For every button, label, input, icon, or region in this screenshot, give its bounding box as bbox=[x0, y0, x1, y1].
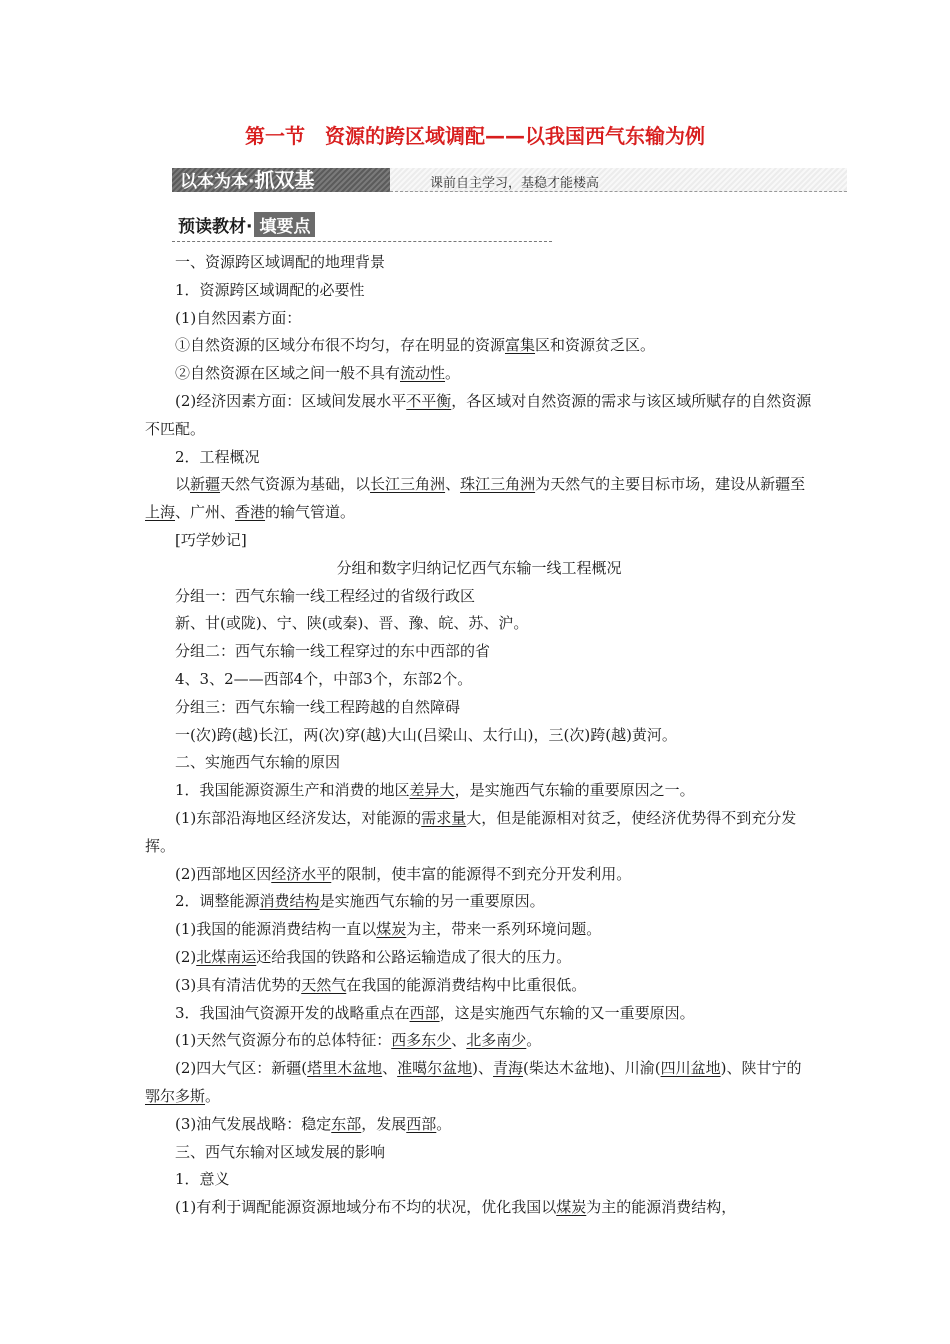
text-run: 还给我国的铁路和公路运输造成了很大的压力。 bbox=[256, 947, 572, 966]
text-run: 以 bbox=[175, 475, 191, 494]
text-run: )、陕甘宁的 bbox=[720, 1059, 802, 1078]
text-run: 的限制，使丰富的能源得不到充分开发利用。 bbox=[331, 864, 632, 883]
answer-blank: 经济水平 bbox=[271, 864, 332, 883]
answer-blank: 西多东少 bbox=[391, 1031, 452, 1050]
text-run: (2)四大气区：新疆( bbox=[175, 1059, 308, 1078]
text-run: 为主的能源消费结构， bbox=[586, 1198, 737, 1217]
text-run: (2) bbox=[175, 947, 197, 966]
text-run: [巧学妙记] bbox=[175, 530, 247, 549]
text-run: 一、资源跨区域调配的地理背景 bbox=[175, 253, 386, 271]
answer-blank: 煤炭 bbox=[556, 1198, 587, 1217]
text-run: 。 bbox=[436, 1114, 452, 1133]
text-run: 大，但是能源相对贫乏，使经济优势得不到充分发挥。 bbox=[145, 808, 797, 855]
text-run: (1)有利于调配能源资源地域分布不均的状况，优化我国以 bbox=[175, 1198, 557, 1217]
text-run: 、 bbox=[382, 1059, 398, 1078]
page-title: 第一节 资源的跨区域调配——以我国西气东输为例 bbox=[245, 124, 705, 148]
text-run: 是实施西气东输的另一重要原因。 bbox=[319, 892, 545, 911]
paragraph bbox=[145, 888, 813, 916]
paragraph bbox=[145, 360, 813, 388]
text-run: 、 bbox=[451, 1031, 467, 1050]
text-run: ，发展 bbox=[361, 1114, 407, 1133]
answer-blank: 煤炭 bbox=[376, 920, 407, 939]
answer-blank: 新疆 bbox=[190, 475, 221, 494]
paragraph bbox=[145, 1111, 813, 1139]
preview-heading-a: 预读教材· bbox=[178, 217, 253, 237]
text-run: 的输气管道。 bbox=[265, 503, 356, 522]
text-run: 一(次)跨(越)长江，两(次)穿(越)大山(吕梁山、太行山)，三(次)跨(越)黄河。 bbox=[175, 725, 677, 744]
paragraph bbox=[145, 1166, 813, 1194]
text-run: 天然气资源为基础，以 bbox=[220, 475, 371, 494]
paragraph bbox=[145, 749, 813, 777]
text-run: 1．我国能源资源生产和消费的地区 bbox=[175, 781, 410, 800]
answer-blank: 西部 bbox=[406, 1114, 437, 1133]
text-run: 在我国的能源消费结构中比重很低。 bbox=[346, 975, 587, 994]
text-run: 三、西气东输对区域发展的影响 bbox=[175, 1142, 386, 1161]
text-run: 。 bbox=[445, 364, 461, 383]
answer-blank: 流动性 bbox=[400, 364, 446, 383]
preview-divider bbox=[172, 241, 552, 242]
paragraph bbox=[145, 1000, 813, 1028]
text-run: 4、3、2——西部4个，中部3个，东部2个。 bbox=[175, 669, 473, 688]
answer-blank: 长江三角洲 bbox=[370, 475, 446, 494]
text-run: (2)西部地区因 bbox=[175, 864, 272, 883]
paragraph bbox=[145, 332, 813, 360]
preview-heading bbox=[178, 212, 315, 237]
text-run: ，是实施西气东输的重要原因之一。 bbox=[454, 781, 695, 800]
text-run: 分组一：西气东输一线工程经过的省级行政区 bbox=[175, 586, 476, 605]
paragraph bbox=[145, 471, 813, 527]
paragraph bbox=[145, 666, 813, 694]
text-run: (1)我国的能源消费结构一直以 bbox=[175, 920, 377, 939]
paragraph bbox=[145, 1055, 813, 1111]
text-run: 分组和数字归纳记忆西气东输一线工程概况 bbox=[336, 558, 622, 577]
answer-blank: 香港 bbox=[235, 503, 266, 522]
answer-blank: 鄂尔多斯 bbox=[145, 1086, 206, 1105]
text-run: 1．意义 bbox=[175, 1170, 230, 1189]
text-run: 区和资源贫乏区。 bbox=[535, 336, 656, 355]
paragraph bbox=[145, 916, 813, 944]
paragraph bbox=[145, 610, 813, 638]
text-run: ②自然资源在区域之间一般不具有 bbox=[175, 364, 401, 383]
answer-blank: 需求量 bbox=[421, 808, 467, 827]
answer-blank: 准噶尔盆地 bbox=[397, 1059, 473, 1078]
text-run: (1)自然因素方面： bbox=[175, 308, 302, 327]
paragraph bbox=[145, 972, 813, 1000]
answer-blank: 西部 bbox=[409, 1003, 440, 1022]
answer-blank: 差异大 bbox=[409, 781, 455, 800]
answer-blank: 青海 bbox=[493, 1059, 524, 1078]
text-run: ，各区域对自然资源的需求与该区域所赋存的自然资源不匹配。 bbox=[145, 391, 812, 438]
answer-blank: 四川盆地 bbox=[660, 1059, 721, 1078]
text-run: 为天然气的主要目标市场，建设从新疆至 bbox=[535, 475, 806, 494]
text-run: 、广州、 bbox=[175, 503, 236, 522]
text-run: 为主，带来一系列环境问题。 bbox=[406, 920, 602, 939]
banner-label bbox=[172, 168, 390, 192]
paragraph bbox=[145, 638, 813, 666]
text-run: )、 bbox=[472, 1059, 494, 1078]
paragraph bbox=[145, 249, 813, 277]
preview-heading-b: 填要点 bbox=[254, 212, 315, 237]
answer-blank: 东部 bbox=[331, 1114, 362, 1133]
banner-label-b: 抓双基 bbox=[254, 168, 315, 192]
section-banner bbox=[172, 168, 847, 192]
paragraph bbox=[145, 1194, 813, 1222]
document-body bbox=[145, 249, 813, 1222]
text-run: ①自然资源的区域分布很不均匀，存在明显的资源 bbox=[175, 336, 506, 355]
paragraph bbox=[145, 861, 813, 889]
paragraph bbox=[145, 944, 813, 972]
text-run: 分组三：西气东输一线工程跨越的自然障碍 bbox=[175, 697, 461, 716]
answer-blank: 上海 bbox=[145, 503, 176, 522]
paragraph bbox=[145, 805, 813, 861]
text-run: 3．我国油气资源开发的战略重点在 bbox=[175, 1003, 410, 1022]
text-run: (2)经济因素方面：区域间发展水平 bbox=[175, 391, 407, 410]
text-run: ，这是实施西气东输的又一重要原因。 bbox=[439, 1003, 695, 1022]
text-run: 分组二：西气东输一线工程穿过的东中西部的省 bbox=[175, 642, 491, 661]
paragraph bbox=[145, 1027, 813, 1055]
paragraph bbox=[145, 583, 813, 611]
text-run: 二、实施西气东输的原因 bbox=[175, 753, 341, 772]
paragraph bbox=[145, 777, 813, 805]
text-run: (3)具有清洁优势的 bbox=[175, 975, 302, 994]
paragraph bbox=[145, 444, 813, 472]
paragraph bbox=[145, 388, 813, 444]
text-run: 2．调整能源 bbox=[175, 892, 260, 911]
paragraph bbox=[145, 555, 813, 583]
text-run: 新、甘(或陇)、宁、陕(或秦)、晋、豫、皖、苏、沪。 bbox=[175, 614, 529, 633]
banner-label-a: 以本为本· bbox=[180, 172, 255, 192]
paragraph bbox=[145, 1139, 813, 1167]
paragraph bbox=[145, 527, 813, 555]
paragraph bbox=[145, 305, 813, 333]
text-run: 。 bbox=[526, 1031, 542, 1050]
answer-blank: 北多南少 bbox=[466, 1031, 527, 1050]
paragraph bbox=[145, 722, 813, 750]
text-run: (柴达木盆地)、川渝( bbox=[523, 1059, 661, 1078]
text-run: (1)东部沿海地区经济发达，对能源的 bbox=[175, 808, 422, 827]
answer-blank: 北煤南运 bbox=[196, 947, 257, 966]
paragraph bbox=[145, 694, 813, 722]
text-run: (1)天然气资源分布的总体特征： bbox=[175, 1031, 392, 1050]
answer-blank: 不平衡 bbox=[406, 391, 452, 410]
text-run: 2．工程概况 bbox=[175, 447, 260, 466]
answer-blank: 富集 bbox=[505, 336, 536, 355]
answer-blank: 塔里木盆地 bbox=[307, 1059, 383, 1078]
answer-blank: 天然气 bbox=[301, 975, 347, 994]
paragraph bbox=[145, 277, 813, 305]
text-run: 。 bbox=[205, 1086, 221, 1105]
text-run: 、 bbox=[445, 475, 461, 494]
banner-subtitle: 课前自主学习，基稳才能楼高 bbox=[430, 176, 600, 191]
answer-blank: 消费结构 bbox=[259, 892, 320, 911]
text-run: 1．资源跨区域调配的必要性 bbox=[175, 280, 365, 299]
answer-blank: 珠江三角洲 bbox=[460, 475, 536, 494]
text-run: (3)油气发展战略：稳定 bbox=[175, 1114, 332, 1133]
